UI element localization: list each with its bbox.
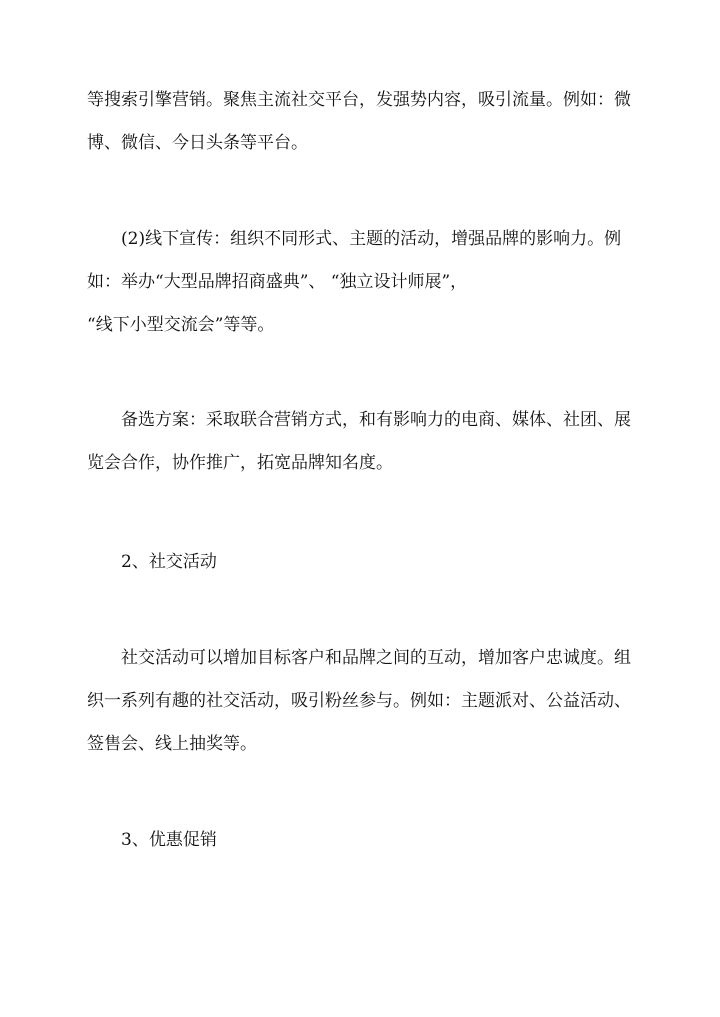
paragraph-search-line-1: 等搜索引擎营销。聚焦主流社交平台，发强势内容，吸引流量。例如：微 xyxy=(87,90,631,110)
paragraph-social-line-1: 社交活动可以增加目标客户和品牌之间的互动，增加客户忠诚度。组 xyxy=(121,648,631,668)
paragraph-alternative-line-2: 览会合作，协作推广，拓宽品牌知名度。 xyxy=(87,453,393,473)
paragraph-offline-line-2: 如：举办“大型品牌招商盛典”、 “独立设计师展”， xyxy=(87,272,468,292)
paragraph-social-line-2: 织一系列有趣的社交活动，吸引粉丝参与。例如：主题派对、公益活动、 xyxy=(87,691,631,711)
paragraph-social-line-3: 签售会、线上抽奖等。 xyxy=(87,734,257,754)
paragraph-alternative-line-1: 备选方案：采取联合营销方式，和有影响力的电商、媒体、社团、展 xyxy=(121,410,631,430)
heading-promotions: 3、优惠促销 xyxy=(121,830,217,850)
paragraph-offline-line-3: “线下小型交流会”等等。 xyxy=(87,315,275,335)
paragraph-search-line-2: 博、微信、今日头条等平台。 xyxy=(87,133,308,153)
heading-social-activities: 2、社交活动 xyxy=(121,552,217,572)
paragraph-offline-line-1: (2)线下宣传：组织不同形式、主题的活动，增强品牌的影响力。例 xyxy=(121,229,622,249)
